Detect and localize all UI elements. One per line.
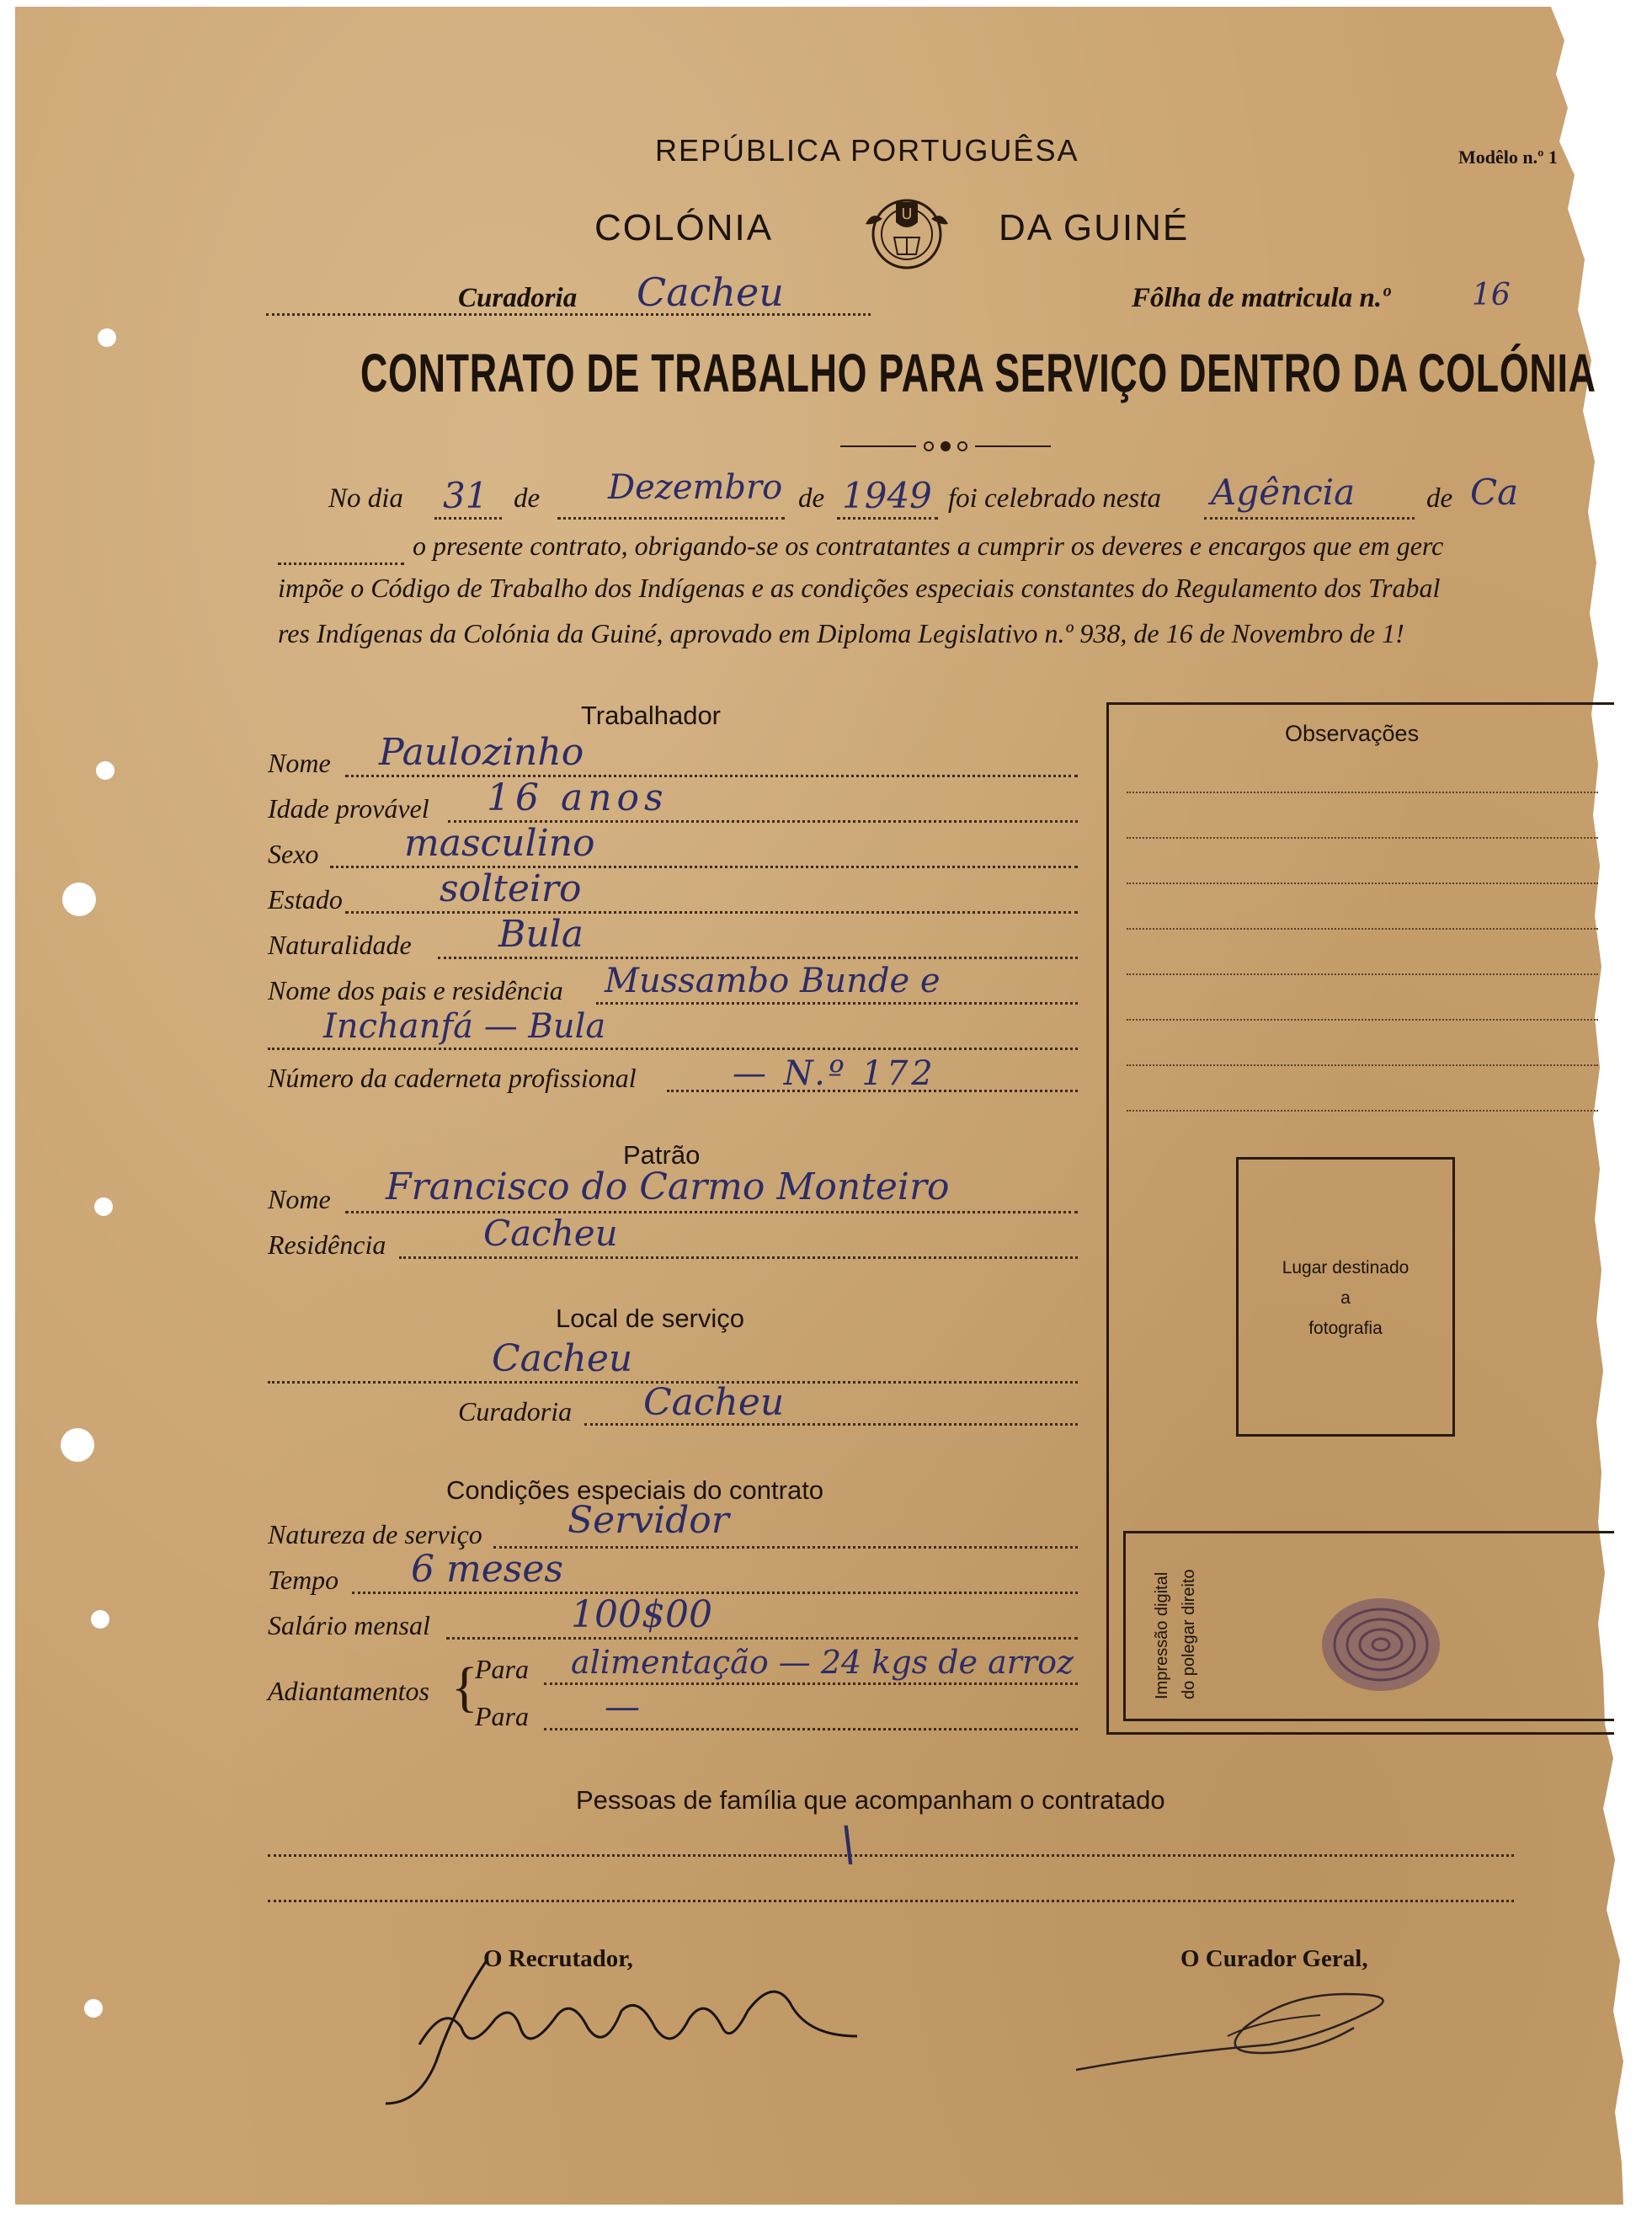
salary-label: Salário mensal [268,1610,430,1640]
punch-hole [96,761,115,780]
photo-caption-line1: Lugar destinado [1282,1258,1410,1277]
thumbprint-caption-line2: do polegar direito [1180,1569,1198,1699]
booklet-value: — N.º 172 [733,1054,936,1093]
naturality-value: Bula [498,913,584,956]
salary-value: 100$00 [571,1593,712,1636]
nature-value: Servidor [568,1499,729,1542]
recruiter-signature [352,1944,874,2112]
contract-sheet [15,7,1623,2205]
parents-label: Nome dos pais e residência [268,975,563,1005]
photo-caption [1236,1253,1455,1344]
family-heading: Pessoas de família que acompanham o contratado [576,1785,1165,1815]
para2-value: — [605,1686,640,1727]
photo-caption-line2: a [1340,1288,1351,1308]
para2-label: Para [475,1701,529,1731]
model-number: Modêlo n.º 1 [1458,147,1558,168]
month-value: Dezembro [608,468,783,507]
service-heading: Local de serviço [556,1304,745,1333]
de-label: de [514,483,541,514]
day-value: 31 [443,475,488,516]
employer-name-value: Francisco do Carmo Monteiro [386,1165,950,1208]
para1-label: Para [475,1654,529,1684]
employer-residence-label: Residência [268,1229,386,1260]
thumbprint-caption-line1: Impressão digital [1153,1571,1171,1699]
state-label: Estado [268,884,343,915]
de-label: de [1426,483,1453,514]
employer-residence-value: Cacheu [483,1213,618,1254]
colony-right: DA GUINÉ [999,207,1190,248]
punch-hole [94,1197,113,1216]
punch-hole [91,1610,109,1629]
punch-hole [98,328,116,347]
time-label: Tempo [268,1565,339,1595]
employer-name-label: Nome [268,1184,331,1214]
curadoria-label: Curadoria [458,283,578,313]
coat-of-arms-icon [861,185,953,273]
punch-hole [62,883,96,916]
year-value: 1949 [842,475,932,516]
photo-caption-line3: fotografia [1308,1319,1383,1338]
punch-hole [84,1999,103,2018]
republic-heading: REPÚBLICA PORTUGUÊSA [655,133,1079,168]
booklet-label: Número da caderneta profissional [268,1063,637,1093]
curadoria-value: Cacheu [637,269,784,315]
advances-label: Adiantamentos [268,1676,429,1706]
worker-name-label: Nome [268,748,331,778]
age-label: Idade provável [268,793,429,824]
no-dia-label: No dia [328,483,403,514]
de-label: de [798,483,825,514]
nature-label: Natureza de serviço [268,1519,482,1549]
para1-value: alimentação — 24 kgs de arroz [571,1644,1074,1681]
divider-ornament [840,438,1051,455]
observations-heading: Observações [1285,721,1420,746]
age-value: 16 anos [487,776,669,819]
colony-left: COLÓNIA [594,207,774,248]
family-value: \ [840,1817,856,1872]
employer-heading: Patrão [623,1140,701,1170]
preamble-line2: o presente contrato, obrigando-se os contratantes a cumprir os deveres e encargos que em gerc [413,531,1444,561]
time-value: 6 meses [411,1548,563,1591]
worker-heading: Trabalhador [581,701,722,730]
contract-title: CONTRATO DE TRABALHO PARA SERVIÇO DENTRO DA COLÓNIA [360,343,1596,403]
curator-label: O Curador Geral, [1180,1945,1368,1972]
service-location-value: Cacheu [492,1337,633,1380]
service-curadoria-label: Curadoria [458,1396,573,1426]
advances-brace: { [451,1656,478,1718]
preamble-line3: impõe o Código de Trabalho dos Indígenas e as condições especiais constantes do Regulamento dos Trabal [278,573,1441,603]
folha-label: Fôlha de matricula n.º [1132,283,1390,313]
place-value: Agência [1211,472,1356,513]
recruiter-label: O Recrutador, [483,1945,633,1972]
state-value: solteiro [440,867,582,910]
sex-value: masculino [404,822,595,865]
folha-value: 16 [1472,278,1511,312]
worker-name-value: Paulozinho [379,731,584,774]
svg-text:U: U [901,205,913,223]
sex-label: Sexo [268,839,319,869]
curator-signature [1068,1977,1421,2087]
punch-hole [61,1428,94,1462]
parents-value-2: Inchanfá — Bula [323,1007,606,1046]
preamble-line4: res Indígenas da Colónia da Guiné, aprovado em Diploma Legislativo n.º 938, de 16 de Novembro de 1! [278,618,1404,648]
thumbprint-caption [1148,1569,1202,1699]
service-curadoria-value: Cacheu [643,1381,785,1424]
parents-value: Mussambo Bunde e [605,962,941,1000]
place2-value: Ca [1470,472,1519,513]
naturality-label: Naturalidade [268,930,412,960]
foi-celebrado-label: foi celebrado nesta [948,483,1161,514]
conditions-heading: Condições especiais do contrato [446,1475,824,1505]
thumbprint-icon [1314,1590,1448,1699]
